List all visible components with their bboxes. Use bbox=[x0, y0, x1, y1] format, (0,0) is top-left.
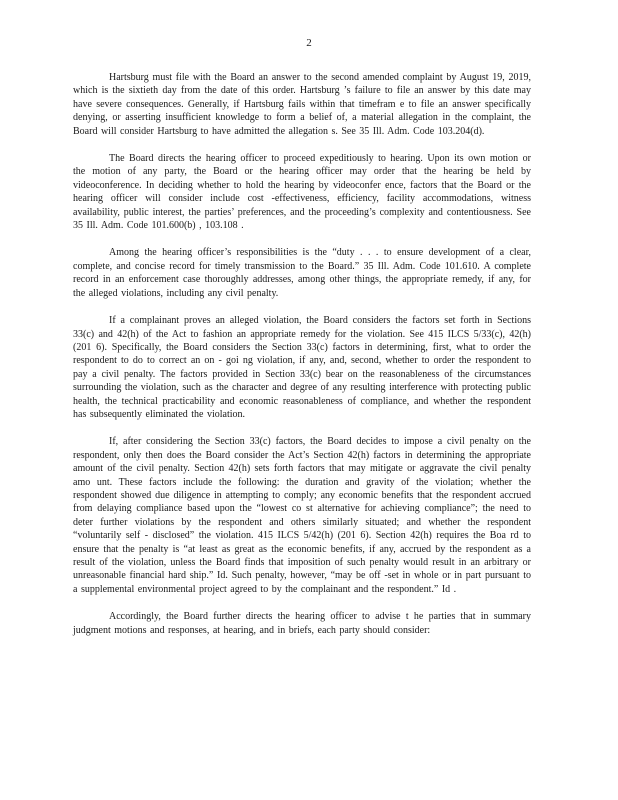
paragraph-section-33c-factors: If a complainant proves an alleged violation, the Board considers the factors set forth in Sections 33(c) and 42(h) of the Act to fashion an appropriate remedy for the violation. See 415 ILCS 5/33(c), 42(h) (201 6). Specifically, the Board considers the Section 33(c) factors in determining, first, what to order the respondent to do to correct an on - goi ng violation, if any, and, second, whether to order the respondent to pay a civil penalty. The factors provided in Section 33(c) bear on the reasonableness of the circumstances surrounding the violation, such as the character and degree of any resulting interference with protecting public health, the technical practicability and economic reasonableness of compliance, and whether the respondent has subsequently eliminated the violation. bbox=[73, 315, 531, 420]
paragraph-answer-deadline: Hartsburg must file with the Board an answer to the second amended complaint by August 19, 2019, which is the sixtieth day from the date of this order. Hartsburg ’s failure to file an answer by this date may have severe consequences. Generally, if Hartsburg fails within that timefram e to file an answer specifically denying, or asserting insufficient knowledge to form a belief of, a material allegation in the complaint, the Board will consider Hartsburg to have admitted the allegation s. See 35 Ill. Adm. Code 103.204(d). bbox=[73, 72, 531, 137]
order-body bbox=[73, 71, 531, 651]
paragraph-hearing-videoconference: The Board directs the hearing officer to proceed expeditiously to hearing. Upon its own motion or the motion of any party, the Board or the hearing officer may order that the hearing be held by videoconference. In deciding whether to hold the hearing by videoconfer ence, factors that the Board or the hearing officer will consider include cost -effectiveness, efficiency, facility accommodations, witness availability, public interest, the parties’ preferences, and the proceeding’s complexity and contentiousness. See 35 Ill. Adm. Code 101.600(b) , 103.108 . bbox=[73, 153, 531, 232]
page-number: 2 bbox=[306, 37, 312, 49]
paragraph-party-considerations: Accordingly, the Board further directs the hearing officer to advise t he parties that in summary judgment motions and responses, at hearing, and in briefs, each party should consider: bbox=[73, 611, 531, 636]
paragraph-hearing-officer-duties: Among the hearing officer’s responsibilities is the “duty . . . to ensure development of a clear, complete, and concise record for timely transmission to the Board.” 35 Ill. Adm. Code 101.610. A complete record in an enforcement case thoroughly addresses, among other things, the appropriate remedy, if any, for the alleged violations, including any civil penalty. bbox=[73, 247, 531, 299]
paragraph-section-42h-factors: If, after considering the Section 33(c) factors, the Board decides to impose a civil penalty on the respondent, only then does the Board consider the Act’s Section 42(h) factors in determining the appropriate amount of the civil penalty. Section 42(h) sets forth factors that may mitigate or aggravate the civil penalty amo unt. These factors include the following: the duration and gravity of the violation; whether the respondent showed due diligence in attempting to comply; any economic benefits that the respondent accrued from delaying compliance based upon the “lowest co st alternative for achieving compliance”; the need to deter further violations by the respondent and others similarly situated; and whether the respondent “voluntarily self - disclosed” the violation. 415 ILCS 5/42(h) (201 6). Section 42(h) requires the Boa rd to ensure that the penalty is “at least as great as the economic benefits, if any, accrued by the respondent as a result of the violation, unless the Board finds that imposition of such penalty would result in an arbitrary or unreasonable financial hard ship.” Id. Such penalty, however, “may be off -set in whole or in part pursuant to a supplemental environmental project agreed to by the complainant and the respondent.” Id . bbox=[73, 436, 531, 595]
